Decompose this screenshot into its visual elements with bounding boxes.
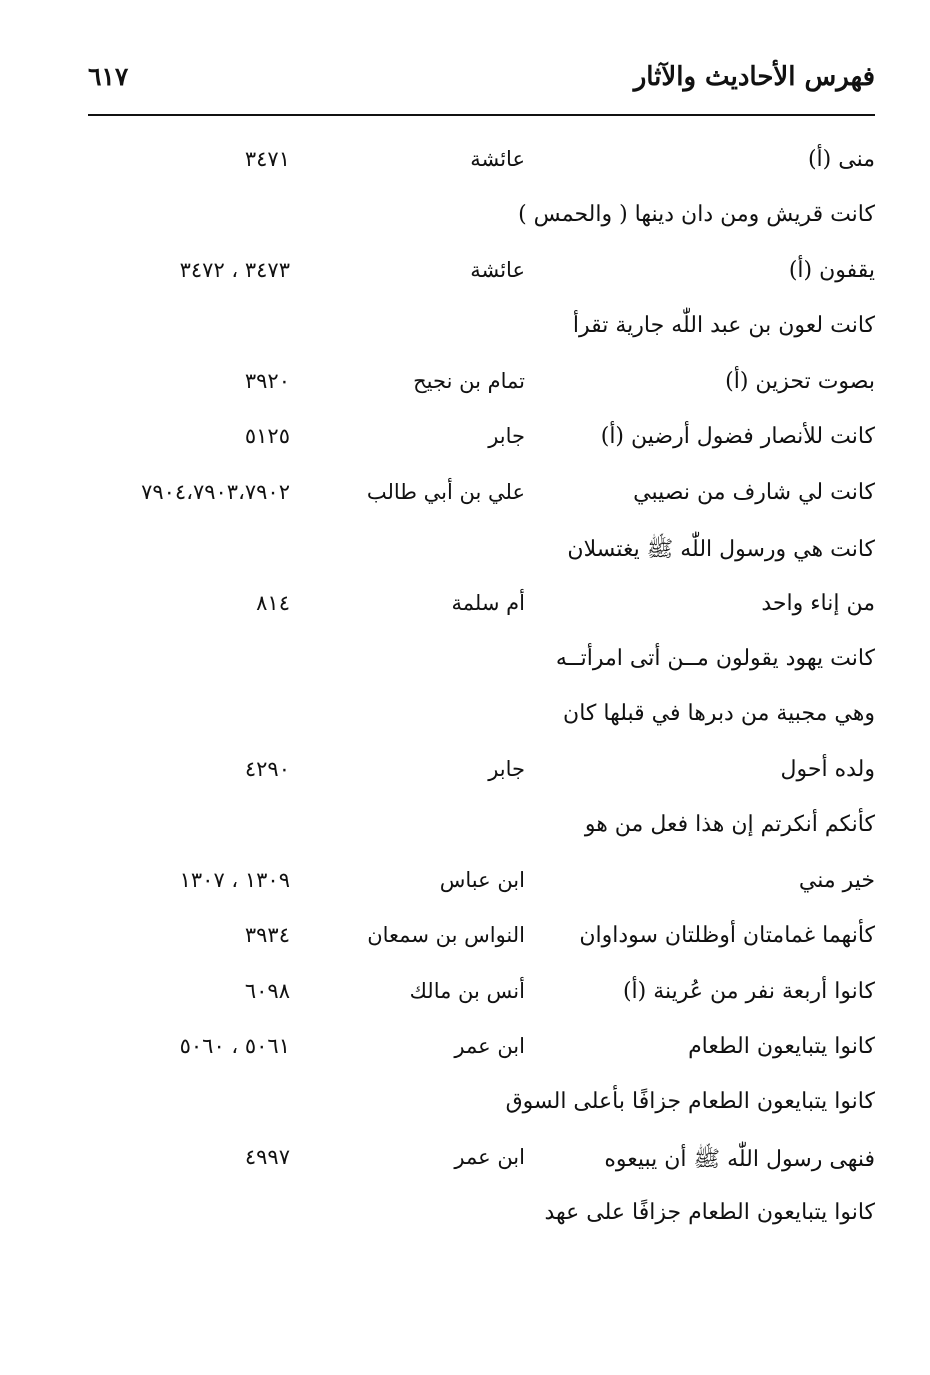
hadith-number: ٤٢٩٠ bbox=[244, 756, 290, 781]
narrator: أم سلمة bbox=[451, 590, 525, 615]
hadith-text: كانت لي شارف من نصيبي bbox=[633, 479, 875, 505]
hadith-text: كانت لعون بن عبد اللّٰه جارية تقرأ bbox=[572, 313, 875, 339]
hadith-number: ٧٩٠٤،٧٩٠٣،٧٩٠٢ bbox=[141, 479, 290, 504]
index-row bbox=[0, 470, 930, 525]
index-row bbox=[0, 913, 930, 968]
hadith-text: كانوا يتبايعون الطعام جزافًا بأعلى السوق bbox=[505, 1089, 875, 1115]
narrator: أنس بن مالك bbox=[409, 978, 525, 1003]
hadith-text: كأنهما غمامتان أوظلتان سوداوان bbox=[579, 923, 875, 949]
hadith-text: ولده أحول bbox=[780, 756, 875, 782]
hadith-text: فنهى رسول اللّٰه ﷺ أن يبيعوه bbox=[604, 1146, 875, 1172]
narrator: ابن عباس bbox=[439, 867, 525, 892]
hadith-number: ٣٤٧٣ ، ٣٤٧٢ bbox=[179, 257, 290, 282]
hadith-text: كأنكم أنكرتم إن هذا فعل من هو bbox=[584, 812, 875, 838]
index-row bbox=[0, 414, 930, 469]
narrator: ابن عمر bbox=[454, 1144, 525, 1169]
hadith-text: بصوت تحزين (أ) bbox=[725, 368, 875, 394]
narrator: علي بن أبي طالب bbox=[366, 479, 525, 504]
index-row bbox=[0, 1190, 930, 1245]
hadith-number: ٣٤٧١ bbox=[244, 147, 290, 171]
page-number: ٦١٧ bbox=[88, 62, 129, 91]
hadith-text: من إناء واحد bbox=[761, 590, 875, 616]
page-title: فهرس الأحاديث والآثار bbox=[633, 62, 875, 92]
hadith-text: يقفون (أ) bbox=[788, 257, 875, 283]
index-row bbox=[0, 802, 930, 857]
hadith-text: خير مني bbox=[798, 867, 875, 893]
index-row bbox=[0, 858, 930, 913]
hadith-text: كانت يهود يقولون مــن أتى امرأتــه bbox=[555, 645, 875, 671]
index-row bbox=[0, 1135, 930, 1190]
hadith-number: ٥٠٦١ ، ٥٠٦٠ bbox=[179, 1034, 290, 1058]
index-row bbox=[0, 525, 930, 580]
hadith-number: ٦٠٩٨ bbox=[244, 978, 290, 1003]
hadith-text: كانت هي ورسول اللّٰه ﷺ يغتسلان bbox=[567, 537, 875, 563]
hadith-number: ٨١٤ bbox=[256, 590, 290, 615]
index-row bbox=[0, 691, 930, 746]
header-divider bbox=[88, 114, 875, 116]
index-row bbox=[0, 1024, 930, 1079]
narrator: ابن عمر bbox=[454, 1034, 525, 1058]
hadith-number: ٣٩٣٤ bbox=[244, 923, 290, 948]
narrator: تمام بن نجيح bbox=[413, 368, 525, 393]
hadith-number: ٣٩٢٠ bbox=[244, 368, 290, 393]
hadith-text: كانت للأنصار فضول أرضين (أ) bbox=[600, 424, 875, 450]
narrator: عائشة bbox=[470, 257, 525, 282]
hadith-number: ٥١٢٥ bbox=[244, 424, 290, 449]
index-row bbox=[0, 248, 930, 303]
index-row bbox=[0, 747, 930, 802]
narrator: جابر bbox=[488, 424, 525, 449]
index-row bbox=[0, 581, 930, 636]
index-row bbox=[0, 192, 930, 247]
index-row bbox=[0, 969, 930, 1024]
hadith-text: كانوا أربعة نفر من عُرينة (أ) bbox=[622, 978, 875, 1004]
index-row bbox=[0, 1079, 930, 1134]
hadith-text: وهي مجبية من دبرها في قبلها كان bbox=[563, 701, 875, 727]
index-row bbox=[0, 303, 930, 358]
hadith-number: ١٣٠٩ ، ١٣٠٧ bbox=[179, 867, 290, 892]
hadith-number: ٤٩٩٧ bbox=[244, 1144, 290, 1169]
hadith-text: منى (أ) bbox=[807, 147, 875, 172]
index-row bbox=[0, 359, 930, 414]
narrator: عائشة bbox=[470, 147, 525, 171]
narrator: النواس بن سمعان bbox=[367, 923, 525, 948]
index-row bbox=[0, 137, 930, 192]
index-row bbox=[0, 636, 930, 691]
hadith-text: كانوا يتبايعون الطعام bbox=[688, 1034, 875, 1059]
narrator: جابر bbox=[488, 756, 525, 781]
hadith-text: كانوا يتبايعون الطعام جزافًا على عهد bbox=[544, 1200, 875, 1226]
hadith-text: كانت قريش ومن دان دينها ( والحمس ) bbox=[518, 202, 875, 228]
hadith-index-table bbox=[0, 137, 930, 1246]
